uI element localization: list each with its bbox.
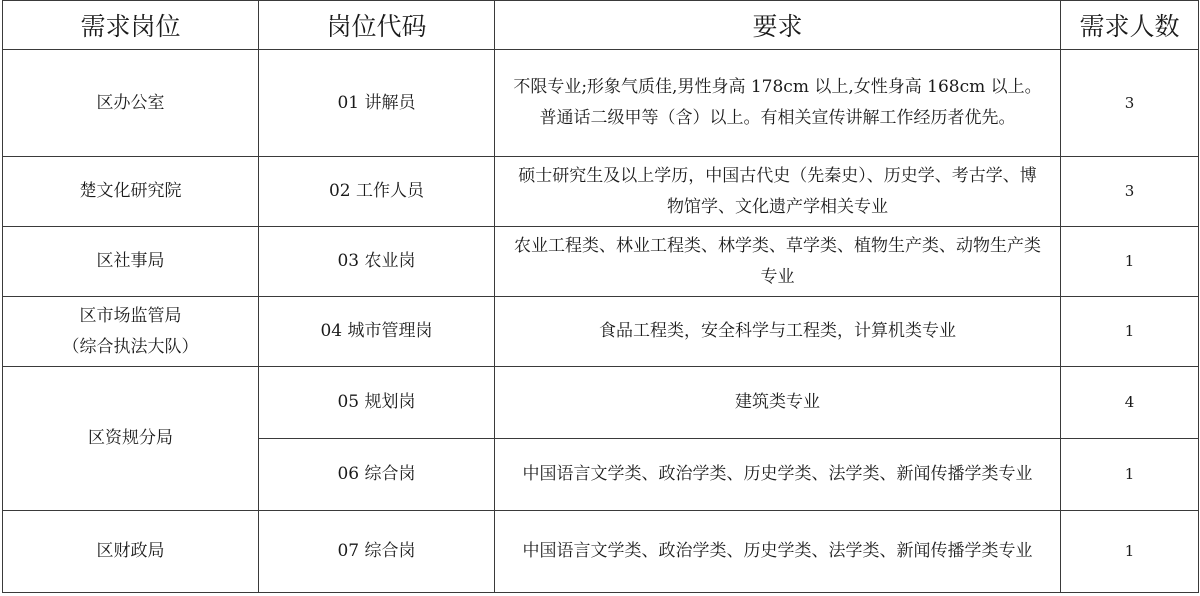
dept-cell: 区社事局 <box>3 227 259 297</box>
requirement-cell: 农业工程类、林业工程类、林学类、草学类、植物生产类、动物生产类专业 <box>495 227 1061 297</box>
dept-cell: 区资规分局 <box>3 367 259 511</box>
count-cell: 1 <box>1061 297 1199 367</box>
requirement-cell: 不限专业;形象气质佳,男性身高 178cm 以上,女性身高 168cm 以上。普通话二级甲等（含）以上。有相关宣传讲解工作经历者优先。 <box>495 50 1061 157</box>
header-count: 需求人数 <box>1061 1 1199 50</box>
requirement-cell: 硕士研究生及以上学历，中国古代史（先秦史）、历史学、考古学、博物馆学、文化遗产学相关专业 <box>495 157 1061 227</box>
requirement-cell: 建筑类专业 <box>495 367 1061 439</box>
count-cell: 1 <box>1061 227 1199 297</box>
dept-name-line: 区市场监管局 <box>79 305 182 326</box>
count-cell: 1 <box>1061 439 1199 511</box>
count-cell: 4 <box>1061 367 1199 439</box>
table-row <box>3 367 1199 439</box>
code-cell: 02 工作人员 <box>259 157 495 227</box>
table-row <box>3 157 1199 227</box>
table-row <box>3 511 1199 593</box>
count-cell: 3 <box>1061 50 1199 157</box>
code-cell: 03 农业岗 <box>259 227 495 297</box>
requirement-cell: 食品工程类，安全科学与工程类，计算机类专业 <box>495 297 1061 367</box>
header-code: 岗位代码 <box>259 1 495 50</box>
count-cell: 3 <box>1061 157 1199 227</box>
dept-name-subline: （综合执法大队） <box>62 336 199 357</box>
table-row <box>3 297 1199 367</box>
header-requirements: 要求 <box>495 1 1061 50</box>
recruitment-table <box>2 0 1199 593</box>
code-cell: 04 城市管理岗 <box>259 297 495 367</box>
dept-cell: 楚文化研究院 <box>3 157 259 227</box>
code-cell: 01 讲解员 <box>259 50 495 157</box>
header-position: 需求岗位 <box>3 1 259 50</box>
header-row <box>3 1 1199 50</box>
code-cell: 05 规划岗 <box>259 367 495 439</box>
code-cell: 07 综合岗 <box>259 511 495 593</box>
requirement-cell: 中国语言文学类、政治学类、历史学类、法学类、新闻传播学类专业 <box>495 439 1061 511</box>
dept-cell: 区办公室 <box>3 50 259 157</box>
table-row <box>3 227 1199 297</box>
dept-cell: 区财政局 <box>3 511 259 593</box>
dept-cell <box>3 297 259 367</box>
requirement-cell: 中国语言文学类、政治学类、历史学类、法学类、新闻传播学类专业 <box>495 511 1061 593</box>
table-row <box>3 50 1199 157</box>
code-cell: 06 综合岗 <box>259 439 495 511</box>
count-cell: 1 <box>1061 511 1199 593</box>
